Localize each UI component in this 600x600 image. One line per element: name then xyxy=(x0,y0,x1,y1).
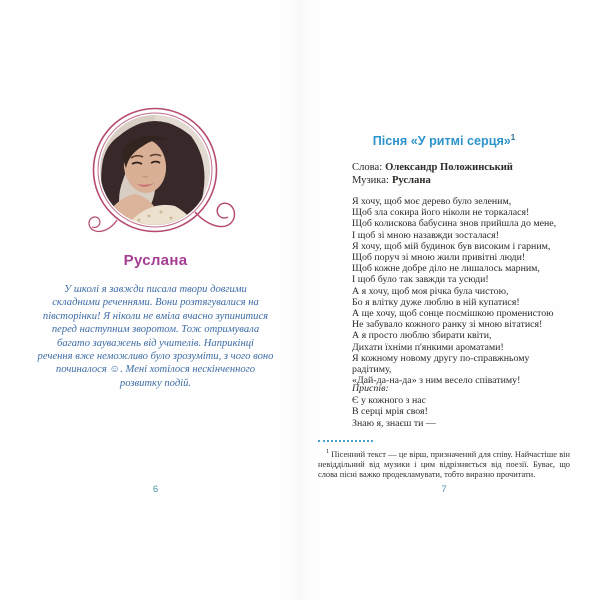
song-title xyxy=(318,133,570,148)
lyric-line: А ще хочу, щоб сонце посмішкою променистою xyxy=(352,308,554,320)
artist-bio xyxy=(28,283,283,390)
lyric-line: Щоб поруч зі мною жили привітні люди! xyxy=(352,252,526,264)
credit-name: Олександр Положинський xyxy=(385,162,513,173)
footnote-divider xyxy=(318,440,373,442)
lyric-line: Я хочу, щоб мій будинок був високим і гарним, xyxy=(352,240,551,252)
refrain-line: В серці мрія своя! xyxy=(352,406,428,418)
left-page xyxy=(28,0,283,600)
bio-line: півсторінки! Я ніколи не вміла вчасно зупинитися xyxy=(42,310,269,322)
lyric-line: А я хочу, щоб моя річка була чистою, xyxy=(352,285,509,297)
footnote-number: 1 xyxy=(326,448,330,455)
lyric-line: Щоб колискова бабусина знов прийшла до мене, xyxy=(352,218,557,230)
credit-line-words xyxy=(352,161,570,174)
artist-photo xyxy=(100,115,210,225)
footnote xyxy=(318,447,570,480)
song-credits xyxy=(352,161,570,187)
credit-label: Слова: xyxy=(352,162,383,173)
lyric-line: Щоб кожне добре діло не лишалось марним, xyxy=(352,263,540,275)
left-page-number: 6 xyxy=(152,484,159,495)
lyric-line: Я хочу, щоб моє дерево було зеленим, xyxy=(352,196,512,207)
footnote-reference: 1 xyxy=(510,133,516,142)
bio-line: багато зауважень від учителів. Наприкінці xyxy=(57,337,254,349)
refrain-label: Приспів: xyxy=(352,383,389,394)
right-page xyxy=(318,0,570,600)
lyric-line: «Дай-да-на-да» з ним весело співатиму! xyxy=(352,375,521,387)
bio-line: речення вже неможливо було зрозуміти, з чого воно xyxy=(37,351,274,363)
bio-line: складними реченнями. Вони розтягувалися на xyxy=(52,297,259,309)
bio-line: У школі я завжди писала твори довгими xyxy=(64,284,247,295)
lyric-line: І щоб зі мною назавжди зосталася! xyxy=(352,229,499,241)
credit-name: Руслана xyxy=(391,175,431,187)
artist-photo-frame xyxy=(71,106,241,238)
refrain-line: Знаю я, знаєш ти — xyxy=(352,417,436,429)
right-page-number: 7 xyxy=(441,484,447,495)
artist-name: Руслана xyxy=(123,252,188,269)
lyric-line: І щоб було так завжди та усюди! xyxy=(352,274,489,286)
refrain-line: Є у кожного з нас xyxy=(352,394,427,406)
bio-line: починалося ☺. Мені хотілося нескінченного xyxy=(55,364,256,376)
credit-line-music xyxy=(352,174,570,187)
song-lyrics xyxy=(352,196,570,386)
footnote-text: Пісенний текст — це вірш, призначений для співу. Найчастіше він невіддільний від музики і цим відрізняється від поезії. Буває, що слова пісні важко продекламувати, тобто виразно прочитати. xyxy=(318,449,570,479)
lyric-line: Дихати їхніми п'янкими ароматами! xyxy=(352,341,504,353)
song-refrain xyxy=(352,383,570,429)
song-title-text: Пісня «У ритмі серця» xyxy=(372,134,511,149)
lyric-line: Бо я влітку дуже люблю в ній купатися! xyxy=(352,296,520,308)
credit-label: Музика: xyxy=(352,175,389,187)
lyric-line: Щоб зла сокира його ніколи не торкалася! xyxy=(352,207,530,219)
ruslana-portrait-icon xyxy=(71,106,241,238)
page-gutter xyxy=(285,0,315,600)
lyric-line: Я кожному новому другу по-справжньому радітиму, xyxy=(352,352,530,376)
bio-line: розвитку подій. xyxy=(119,377,192,389)
lyric-line: Не забувало кожного ранку зі мною вітатися! xyxy=(352,319,543,331)
bio-line: перед наступним зворотом. Тож отримувала xyxy=(51,324,260,336)
lyric-line: А я просто люблю збирати квіти, xyxy=(352,330,492,342)
